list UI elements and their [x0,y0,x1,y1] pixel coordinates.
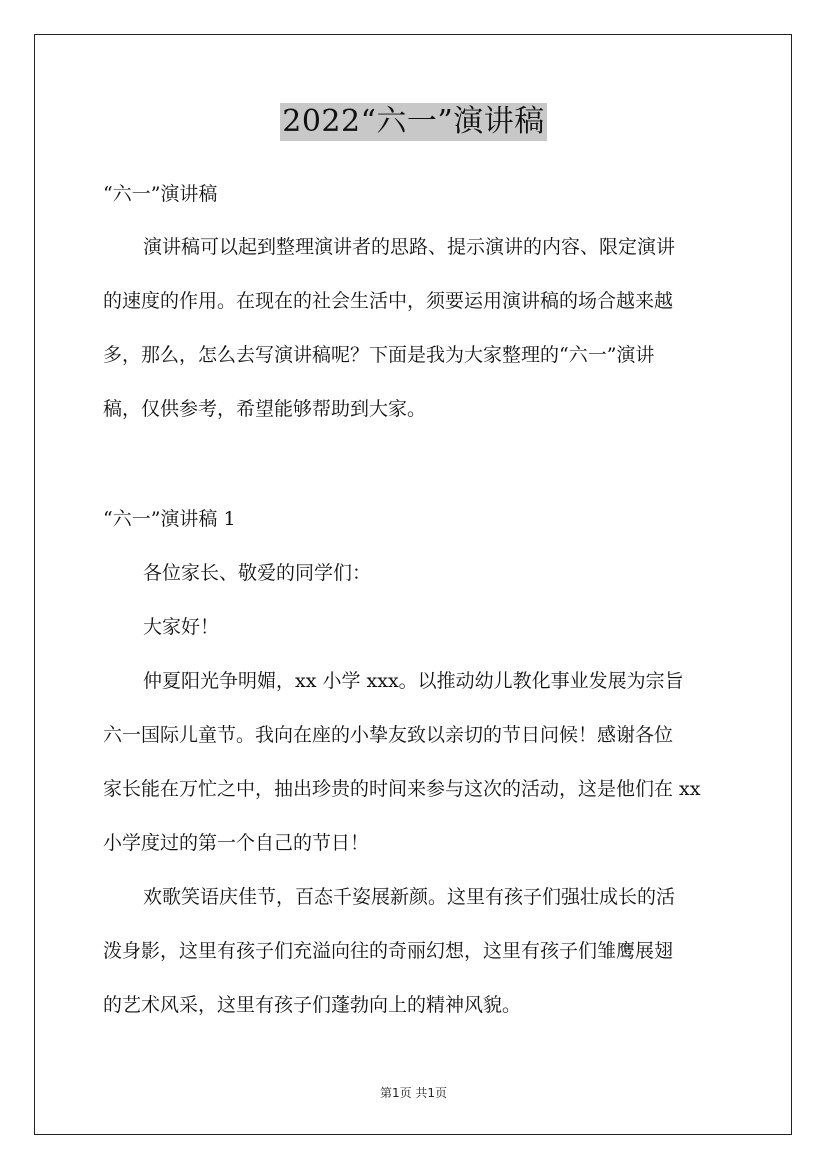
intro-line: 的速度的作用。在现在的社会生活中，须要运用演讲稿的场合越来越 [103,290,674,312]
paragraph-line: 泼身影，这里有孩子们充溢向往的奇丽幻想，这里有孩子们雏鹰展翅 [103,940,674,962]
title-container [0,103,827,141]
paragraph-line: 小学度过的第一个自己的节日！ [103,832,370,854]
greeting-line: 各位家长、敬爱的同学们： [143,562,372,584]
page-footer: 第1页 共1页 [379,1086,448,1100]
document-title: 2022“六一”演讲稿 [282,104,545,139]
intro-line: 演讲稿可以起到整理演讲者的思路、提示演讲的内容、限定演讲 [143,236,676,258]
hello-line: 大家好！ [143,616,220,638]
subtitle: “六一”演讲稿 [103,183,218,205]
paragraph-line: 家长能在万忙之中，抽出珍贵的时间来参与这次的活动，这是他们在 xx [103,778,701,800]
paragraph-line: 欢歌笑语庆佳节，百态千姿展新颜。这里有孩子们强壮成长的活 [143,886,676,908]
intro-line: 多，那么，怎么去写演讲稿呢？下面是我为大家整理的“六一”演讲 [103,344,655,366]
paragraph-line: 的艺术风采，这里有孩子们蓬勃向上的精神风貌。 [103,994,522,1016]
intro-line: 稿，仅供参考，希望能够帮助到大家。 [103,398,427,420]
paragraph-line: 仲夏阳光争明媚，xx 小学 xxx。以推动幼儿教化事业发展为宗旨 [143,670,684,692]
paragraph-line: 六一国际儿童节。我向在座的小挚友致以亲切的节日问候！感谢各位 [103,724,674,746]
section-heading: “六一”演讲稿 1 [103,508,236,530]
